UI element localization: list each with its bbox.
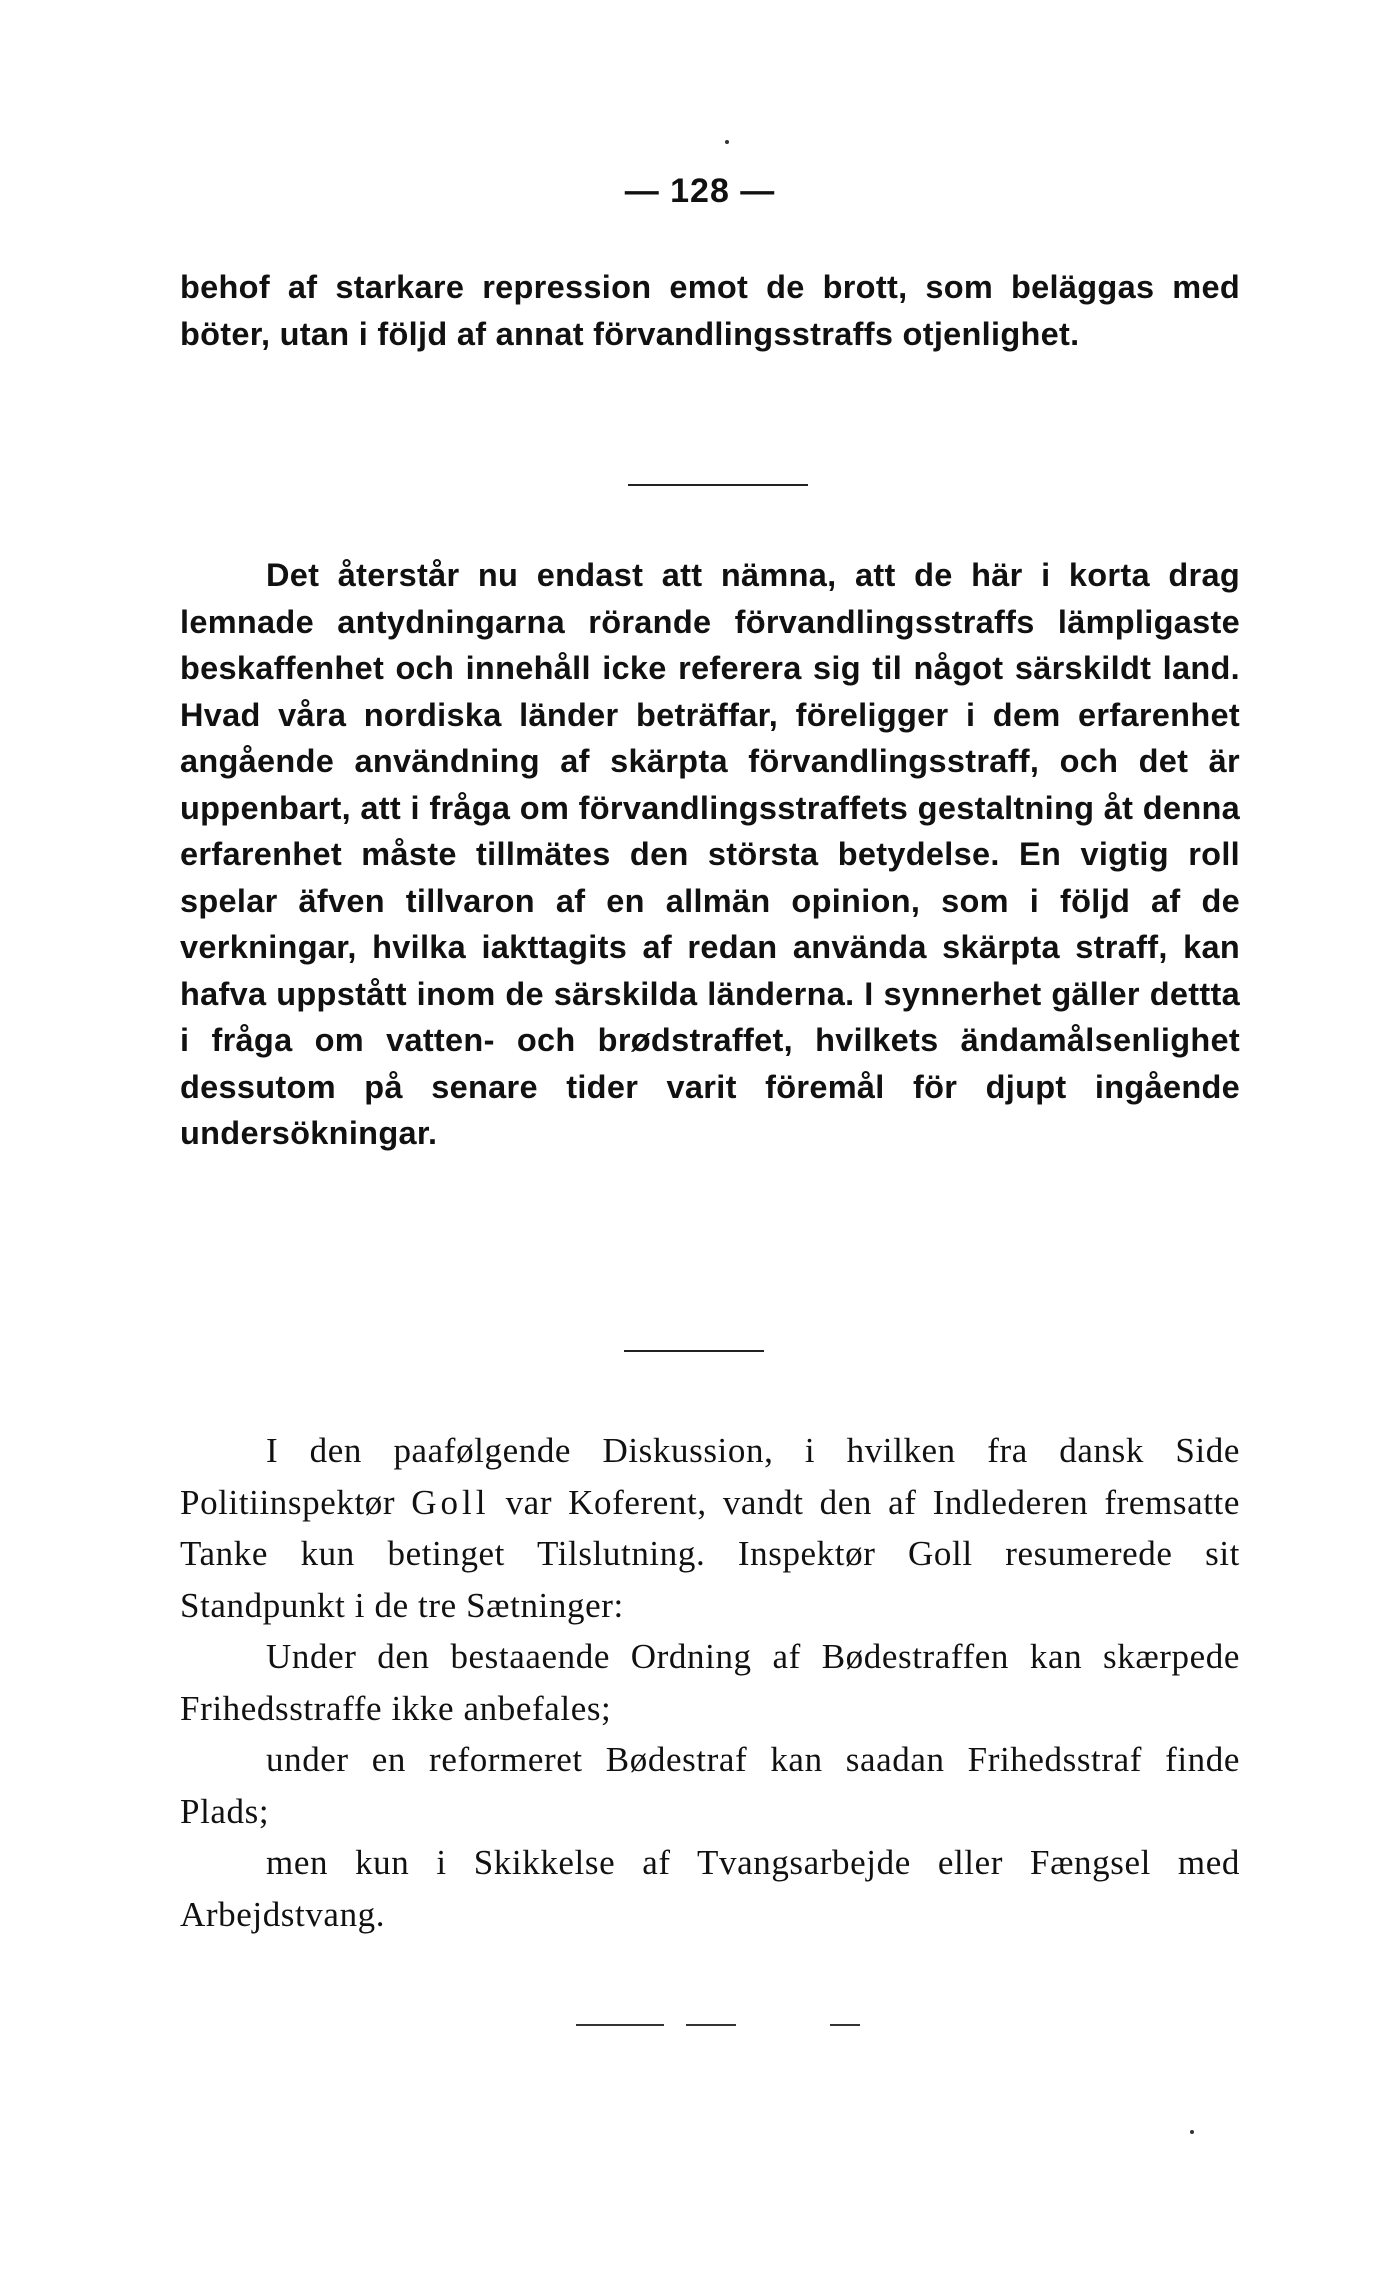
discussion-intro [180,1425,1240,1631]
name-spaced: Goll [411,1482,490,1522]
print-speck [1190,2130,1194,2134]
swedish-main-paragraph [180,552,1240,1157]
page-number: — 128 — [624,172,776,210]
thesis-item: men kun i Skikkelse af Tvangsarbejde eller Fængsel med Arbejdstvang. [180,1843,1240,1934]
print-speck [725,140,729,144]
closing-divider-segment [686,2024,736,2026]
intro-text: var Koferent, vandt den af Indlederen fremsatte Tanke kun betinget Tilslutning. Inspektør Goll resumerede sit Standpunkt i de tre Sætninger: [180,1482,1240,1625]
section-divider [628,484,808,486]
swedish-continuation-paragraph [180,264,1240,357]
intro-text: I den paafølgende Diskussion, i hvilken fra dansk Side Politiinspektør [180,1431,1240,1522]
paragraph-text: Det återstår nu endast att nämna, att de här i korta drag lemnade antydningarna rörande förvandlingsstraffs lämpligaste beskaffenhet och innehåll icke referera sig til något särskildt land. Hvad våra nordiska länder beträffar, föreligger i dem erfarenhet angående användning af skärpta förvandlingsstraff, och det är uppenbart, att i fråga om förvandlingsstraffets gestaltning åt denna erfarenhet måste tillmätes den största betydelse. En vigtig roll spelar äfven tillvaron af en allmän opinion, som i följd af de verkningar, hvilka iakttagits af redan använda skärpta straff, kan hafva uppstått inom de särskilda länderna. I synnerhet gäller dettta i fråga om vatten- och brødstraffet, hvilkets ändamålsenlighet dessutom på senare tider varit föremål för djupt ingående undersökningar. [180,557,1240,1151]
thesis-item: Under den bestaaende Ordning af Bødestraffen kan skærpede Frihedsstraffe ikke anbefales; [180,1637,1240,1728]
closing-divider-segment [576,2024,664,2026]
danish-discussion-section [180,1425,1240,1940]
section-divider [624,1350,764,1352]
thesis-item: under en reformeret Bødestraf kan saadan Frihedsstraf finde Plads; [180,1740,1240,1831]
paragraph-text: behof af starkare repression emot de brott, som beläggas med böter, utan i följd af annat förvandlingsstraffs otjenlighet. [180,269,1240,352]
closing-divider-segment [830,2024,860,2026]
